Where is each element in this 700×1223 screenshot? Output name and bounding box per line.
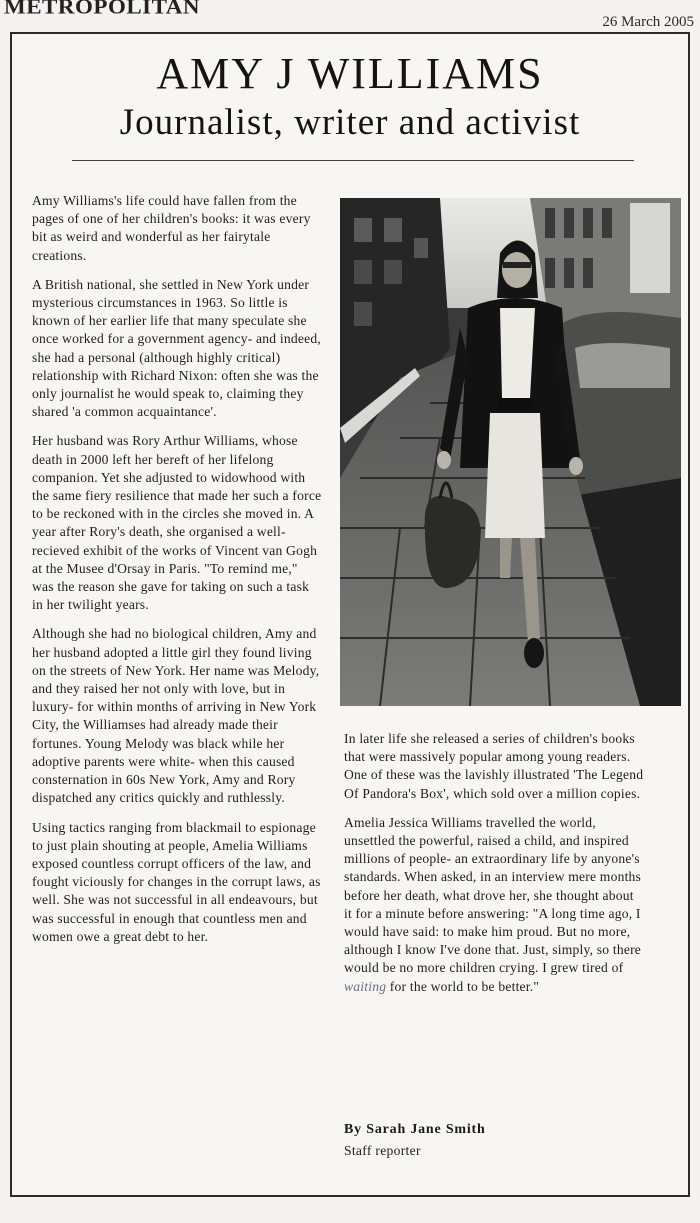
paragraph <box>344 814 644 996</box>
right-column <box>344 730 644 1007</box>
subheadline: Journalist, writer and activist <box>119 102 581 143</box>
publication-date: 26 March 2005 <box>602 14 694 30</box>
headline: AMY J WILLIAMS <box>156 49 544 98</box>
photo-street-woman-walking <box>340 198 681 706</box>
paragraph: Although she had no biological children, Amy and her husband adopted a little girl they found living on the streets of New York. Her name was Melody, and they raised her not only with love, but in luxury- for within months of arriving in New York City, the Williamses had already made their fortunes. Young Melody was black while her adoptive parents were white- when this caused consternation in 60s New York, Amy and Rory dispatched any critics quickly and ruthlessly. <box>32 626 320 806</box>
byline: By Sarah Jane Smith <box>344 1122 486 1137</box>
paragraph: Amy Williams's life could have fallen from the pages of one of her children's books: it was every bit as weird and wonderful as her fairytale creations. <box>32 193 311 263</box>
paragraph: Her husband was Rory Arthur Williams, whose death in 2000 left her bereft of her lifelong companion. Yet she adjusted to widowhood with the same fiery resilience that made her such a force to be reckoned with in the circles she moved in. A year after Rory's death, she organised a well-recieved exhibit of the works of Vincent van Gogh at the Musee d'Orsay in Paris. "To remind me," was the reason she gave for taking on such a task in her twilight years. <box>32 433 322 613</box>
author-role: Staff reporter <box>344 1143 421 1158</box>
article-photo <box>340 198 681 706</box>
headline-divider <box>72 160 634 161</box>
paragraph: Using tactics ranging from blackmail to espionage to just plain shouting at people, Amelia Williams exposed countless corrupt officers of the law, and fought viciously for changes in the corrupt laws, as well. She was not successful in all endeavours, but was successful in enough that countless men and women owe a great debt to her. <box>32 819 321 944</box>
paragraph: In later life she released a series of children's books that were massively popular among young readers. One of these was the lavishly illustrated 'The Legend Of Pandora's Box', which sold over a million copies. <box>344 731 644 801</box>
paragraph-end: for the world to be better." <box>386 978 540 994</box>
masthead: METROPOLITAN <box>4 0 200 18</box>
paragraph-text: Amelia Jessica Williams travelled the world, unsettled the powerful, raised a child, and inspired millions of people- an extraordinary life by anyone's standards. When asked, in an interview mere months before her death, what drove her, she thought about it for a minute before answering: "A long time ago, I would have said: to make him proud. But no more, although I know I've done that. Just, simply, so there would be no more children crying. I grew tired of <box>344 814 642 976</box>
emphasized-word: waiting <box>344 978 387 994</box>
left-column <box>32 192 322 957</box>
paragraph: A British national, she settled in New York under mysterious circumstances in 1963. So little is known of her earlier life that many speculate she once worked for a government agency- and indeed, she had a personal (although highly critical) relationship with Richard Nixon: often she was the only journalist he would speak to, claiming they shared 'a common acquaintance'. <box>32 276 321 420</box>
